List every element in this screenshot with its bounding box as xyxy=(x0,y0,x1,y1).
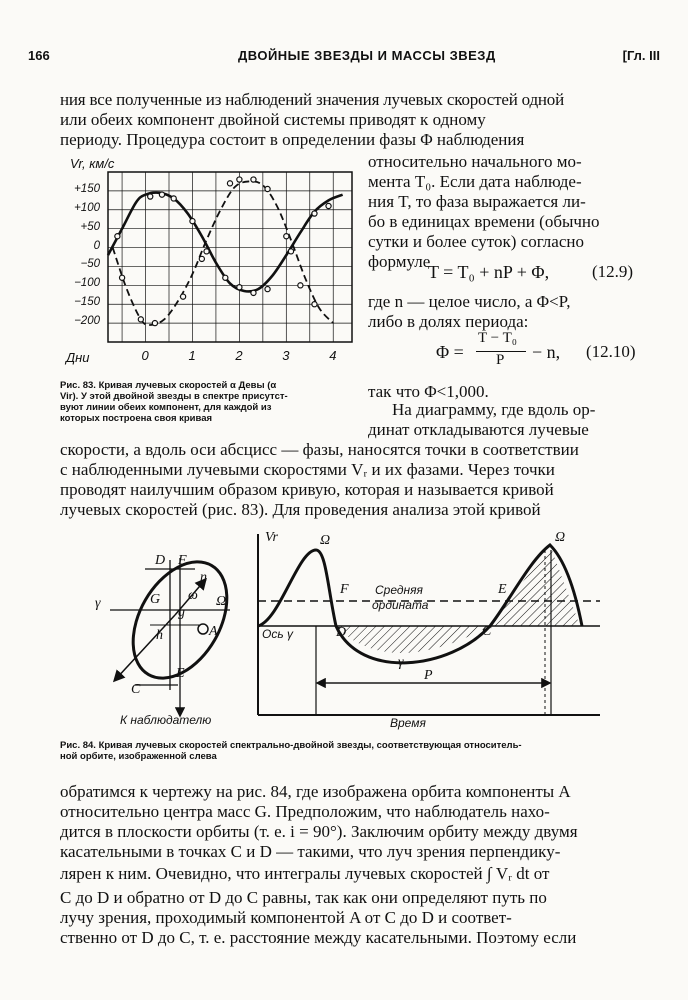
data-point xyxy=(237,177,242,182)
text-line: с наблюденными лучевыми скоростями Vᵣ и их фазами. Через точки xyxy=(60,460,555,479)
equation-2-denominator: P xyxy=(496,352,505,368)
y-tick-label: −150 xyxy=(74,296,100,309)
y-tick-label: +50 xyxy=(80,220,100,233)
figure-84-graphics xyxy=(90,530,650,730)
y-tick-label: −50 xyxy=(80,258,100,271)
equation-1-number: (12.9) xyxy=(592,262,634,281)
x-tick-label: 1 xyxy=(188,348,196,363)
y-tick-label: 0 xyxy=(93,239,100,252)
equation-2-rhs: − n, xyxy=(532,342,561,362)
orbit-label-Omega: Ω xyxy=(216,594,227,609)
text-line: формуле xyxy=(368,252,431,271)
data-point xyxy=(237,285,242,290)
data-point xyxy=(115,234,120,239)
orbit-label-omega: ω xyxy=(188,588,198,603)
curve-F: F xyxy=(340,582,349,597)
page-number: 166 xyxy=(28,48,50,63)
x-axis-label: Дни xyxy=(66,350,90,365)
chapter-label: [Гл. III xyxy=(622,48,660,63)
fig83-caption-line: вуют линии обеих компонент, для каждой из xyxy=(60,402,272,413)
orbit-label-D: D xyxy=(155,553,166,568)
text-line: ния все полученные из наблюдений значения лучевых скоростей одной xyxy=(60,90,564,109)
curve-omega-left: Ω xyxy=(320,533,331,548)
text-line: ляpен к ним. Очевидно, что интегралы лучевых скоростей ∫ Vᵣ dt от xyxy=(60,864,550,883)
data-point xyxy=(251,290,256,295)
data-point xyxy=(326,203,331,208)
data-point xyxy=(119,275,124,280)
curve-omega-right: Ω xyxy=(555,530,566,545)
data-point xyxy=(312,211,317,216)
data-point xyxy=(265,186,270,191)
orbit-label-F: F xyxy=(178,553,187,568)
equation-2-lhs: Φ = xyxy=(436,342,464,362)
text-line: или обеих компонент двойной системы приводят к одному xyxy=(60,110,486,129)
text-line: касательными в точках C и D — такими, что луч зрения перпендику- xyxy=(60,842,561,861)
curve-vr-label: Vr xyxy=(265,530,278,545)
data-point xyxy=(204,249,209,254)
text-line: скорости, а вдоль оси абсцисс — фазы, наносятся точки в соответствии xyxy=(60,440,579,459)
curve-E: E xyxy=(498,582,507,597)
mean-label-2: ордината xyxy=(372,598,429,612)
text-line: относительно начального мо- xyxy=(368,152,582,171)
text-line: проводят наилучшим образом кривую, которая и называется кривой xyxy=(60,480,554,499)
orbit-label-n: n xyxy=(200,570,207,585)
text-line: сутки и более суток) согласно xyxy=(368,232,584,251)
orbit-label-G: G xyxy=(150,592,161,607)
data-point xyxy=(284,234,289,239)
fig83-caption-line: которых построена своя кривая xyxy=(60,413,213,424)
text-line: динат откладываются лучевые xyxy=(368,420,589,439)
data-point xyxy=(312,302,317,307)
text-line: так что Φ<1,000. xyxy=(368,382,489,401)
data-point xyxy=(138,317,143,322)
orbit-label-A: A xyxy=(209,624,218,639)
text-line: периоду. Процедура состоит в определении фазы Φ наблюдения xyxy=(60,130,525,149)
data-point xyxy=(199,256,204,261)
text-line: лучевых скоростей (рис. 83). Для проведения анализа этой кривой xyxy=(60,500,541,519)
orbit-label-E: E xyxy=(176,666,185,681)
data-point xyxy=(190,219,195,224)
axis-gamma-label: Ось γ xyxy=(262,627,293,641)
data-point xyxy=(148,194,153,199)
running-title: ДВОЙНЫЕ ЗВЕЗДЫ И МАССЫ ЗВЕЗД xyxy=(238,48,496,63)
orbit-label-h: h xyxy=(156,628,163,643)
data-point xyxy=(227,181,232,186)
curve-C: C xyxy=(482,624,492,639)
data-point xyxy=(288,249,293,254)
chart-frame xyxy=(108,172,352,342)
text-line: либо в долях периода: xyxy=(368,312,529,331)
data-point xyxy=(171,196,176,201)
text-line: C до D и обратно от D до C равны, так как они определяют путь по xyxy=(60,888,547,907)
text-line: ственно от D до C, т. е. расстояние между касательными. Поэтому если xyxy=(60,928,577,947)
y-tick-label: −200 xyxy=(74,315,100,328)
y-tick-label: +100 xyxy=(74,201,100,214)
data-point xyxy=(223,275,228,280)
fig84-caption-line: ной орбите, изображенной слева xyxy=(60,751,217,762)
equation-2-numerator: T − T₀ xyxy=(478,330,517,346)
mean-label-1: Средняя xyxy=(375,583,423,597)
x-tick-label: 2 xyxy=(235,348,243,363)
equation-1: T = T₀ + nP + Φ, xyxy=(428,262,550,282)
y-tick-label: −100 xyxy=(74,277,100,290)
data-point xyxy=(298,283,303,288)
equation-2-number: (12.10) xyxy=(586,342,636,361)
y-tick-label: +150 xyxy=(74,182,100,195)
data-point xyxy=(251,177,256,182)
text-line: ния T, то фаза выражается ли- xyxy=(368,192,586,211)
text-line: мента T₀. Если дата наблюде- xyxy=(368,172,582,191)
data-point xyxy=(152,321,157,326)
text-line: лучу зрения, проходимый компонентой A от C до D и соответ- xyxy=(60,908,512,927)
period-label: P xyxy=(424,668,433,683)
radial-velocity-chart xyxy=(60,150,360,375)
data-point xyxy=(159,192,164,197)
text-line: На диаграмму, где вдоль ор- xyxy=(392,400,596,419)
text-line: относительно центра масс G. Предположим, что наблюдатель нахо- xyxy=(60,802,550,821)
text-line: бо в единицах времени (обычно xyxy=(368,212,600,231)
fig83-caption-line: Рис. 83. Кривая лучевых скоростей α Девы (α xyxy=(60,380,277,391)
velocity-curve-diagram xyxy=(258,534,600,715)
time-label: Время xyxy=(390,716,426,730)
text-line: дится в плоскости орбиты (т. е. i = 90°). Заключим орбиту между двумя xyxy=(60,822,578,841)
orbit-label-g: g xyxy=(178,605,185,620)
figure-83 xyxy=(60,150,360,375)
orbit-label-C: C xyxy=(131,682,141,697)
curve-D: D xyxy=(336,625,347,640)
curve-gamma: γ xyxy=(398,655,404,670)
data-point xyxy=(265,287,270,292)
fig84-caption-line: Рис. 84. Кривая лучевых скоростей спектрально-двойной звезды, соответствующая относитель- xyxy=(60,740,522,751)
x-tick-label: 0 xyxy=(141,348,149,363)
text-line: где n — целое число, а Φ<P, xyxy=(368,292,571,311)
running-header xyxy=(28,48,660,70)
y-axis-label: Vr, км/с xyxy=(70,156,115,171)
orbit-label-gamma: γ xyxy=(95,596,101,611)
observer-label: К наблюдателю xyxy=(120,713,212,727)
fig83-caption-line: Vir). У этой двойной звезды в спектре присутст- xyxy=(60,391,288,402)
data-point xyxy=(180,294,185,299)
x-tick-label: 4 xyxy=(329,348,337,363)
text-line: обратимся к чертежу на рис. 84, где изображена орбита компоненты A xyxy=(60,782,571,801)
x-tick-label: 3 xyxy=(282,348,290,363)
